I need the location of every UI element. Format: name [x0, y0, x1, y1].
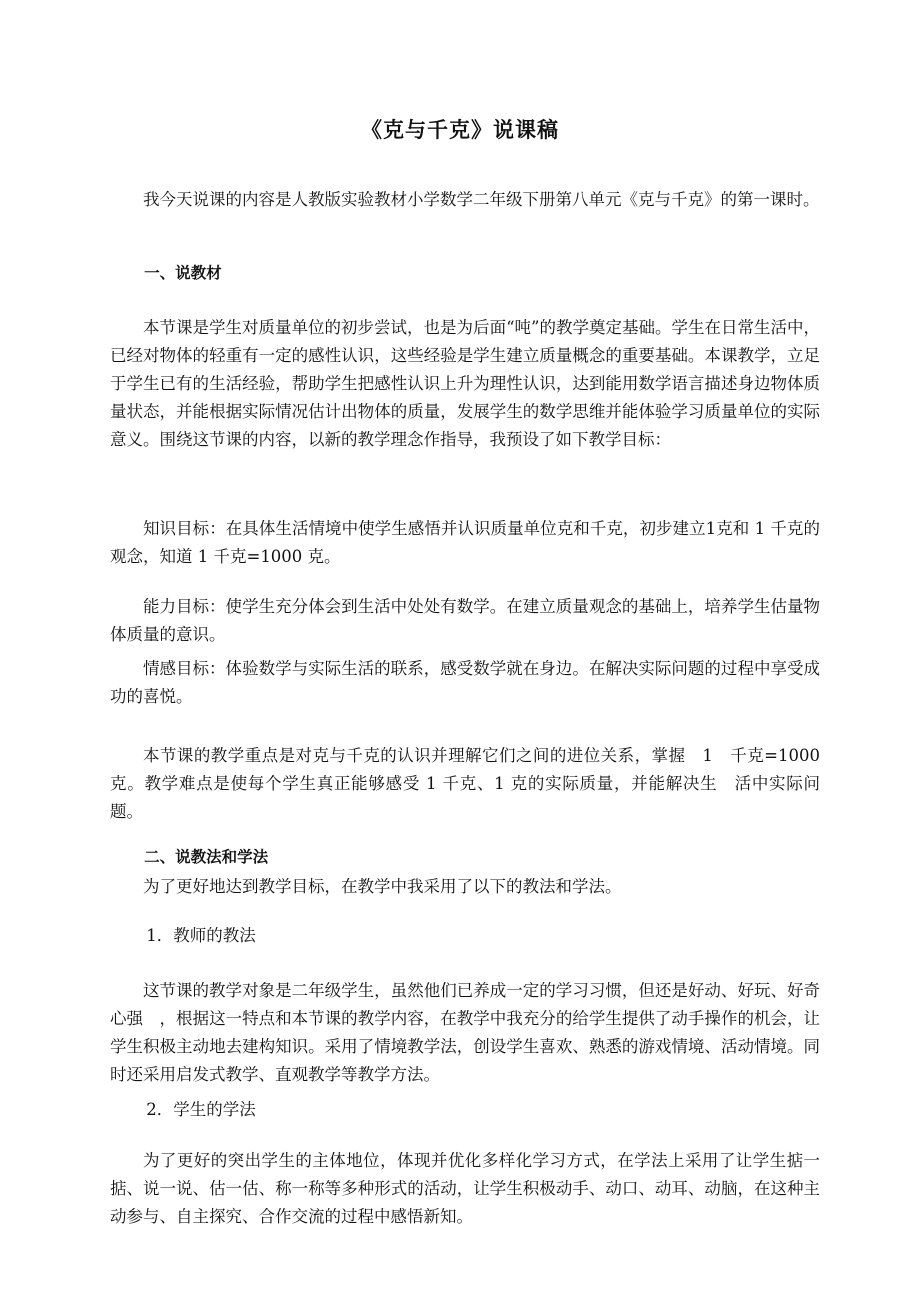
student-method-paragraph: 为了更好的突出学生的主体地位，体现并优化多样化学习方式，在学法上采用了让学生掂一掂、说一说、估一估、称一称等多种形式的活动，让学生积极动手、动口、动耳、动脑，在这种主动参与、自主探究、合作交流的过程中感悟新知。	[110, 1151, 820, 1226]
subheading-student-method: 2．学生的学法	[146, 1100, 256, 1119]
goal-emotion-paragraph: 情感目标：体验数学与实际生活的联系，感受数学就在身边。在解决实际问题的过程中享受成功的喜悦。	[110, 659, 820, 706]
goal-ability-paragraph: 能力目标：使学生充分体会到生活中处处有数学。在建立质量观念的基础上，培养学生估量物体质量的意识。	[110, 597, 820, 644]
methods-intro-paragraph: 为了更好地达到教学目标，在教学中我采用了以下的教法和学法。	[143, 877, 622, 896]
intro-paragraph: 我今天说课的内容是人教版实验教材小学数学二年级下册第八单元《克与千克》的第一课时。	[143, 190, 820, 209]
section-heading-methods: 二、说教法和学法	[144, 848, 269, 866]
document-title: 《克与千克》说课稿	[361, 118, 559, 142]
goal-knowledge-paragraph: 知识目标：在具体生活情境中使学生感悟并认识质量单位克和千克，初步建立1克和 1 千克的观念，知道 1 千克=1000 克。	[110, 519, 820, 566]
section-heading-textbook: 一、说教材	[144, 264, 222, 282]
textbook-paragraph: 本节课是学生对质量单位的初步尝试，也是为后面“吨”的教学奠定基础。学生在日常生活中，已经对物体的轻重有一定的感性认识，这些经验是学生建立质量概念的重要基础。本课教学，立足于学生已有的生活经验，帮助学生把感性认识上升为理性认识，达到能用数学语言描述身边物体质量状态，并能根据实际情况估计出物体的质量，发展学生的数学思维并能体验学习质量单位的实际意义。围绕这节课的内容，以新的教学理念作指导，我预设了如下教学目标：	[110, 318, 820, 449]
subheading-teacher-method: 1．教师的教法	[146, 926, 256, 945]
teacher-method-paragraph: 这节课的教学对象是二年级学生，虽然他们已养成一定的学习习惯，但还是好动、好玩、好奇心强 ，根据这一特点和本节课的教学内容，在教学中我充分的给学生提供了动手操作的机会，让学生积极主动地去建构知识。采用了情境教学法，创设学生喜欢、熟悉的游戏情境、活动情境。同时还采用启发式教学、直观教学等教学方法。	[110, 981, 820, 1084]
key-points-paragraph: 本节课的教学重点是对克与千克的认识并理解它们之间的进位关系，掌握 1 千克=1000 克。教学难点是使每个学生真正能够感受 1 千克、1 克的实际质量，并能解决生 活中实际问题。	[110, 746, 820, 821]
